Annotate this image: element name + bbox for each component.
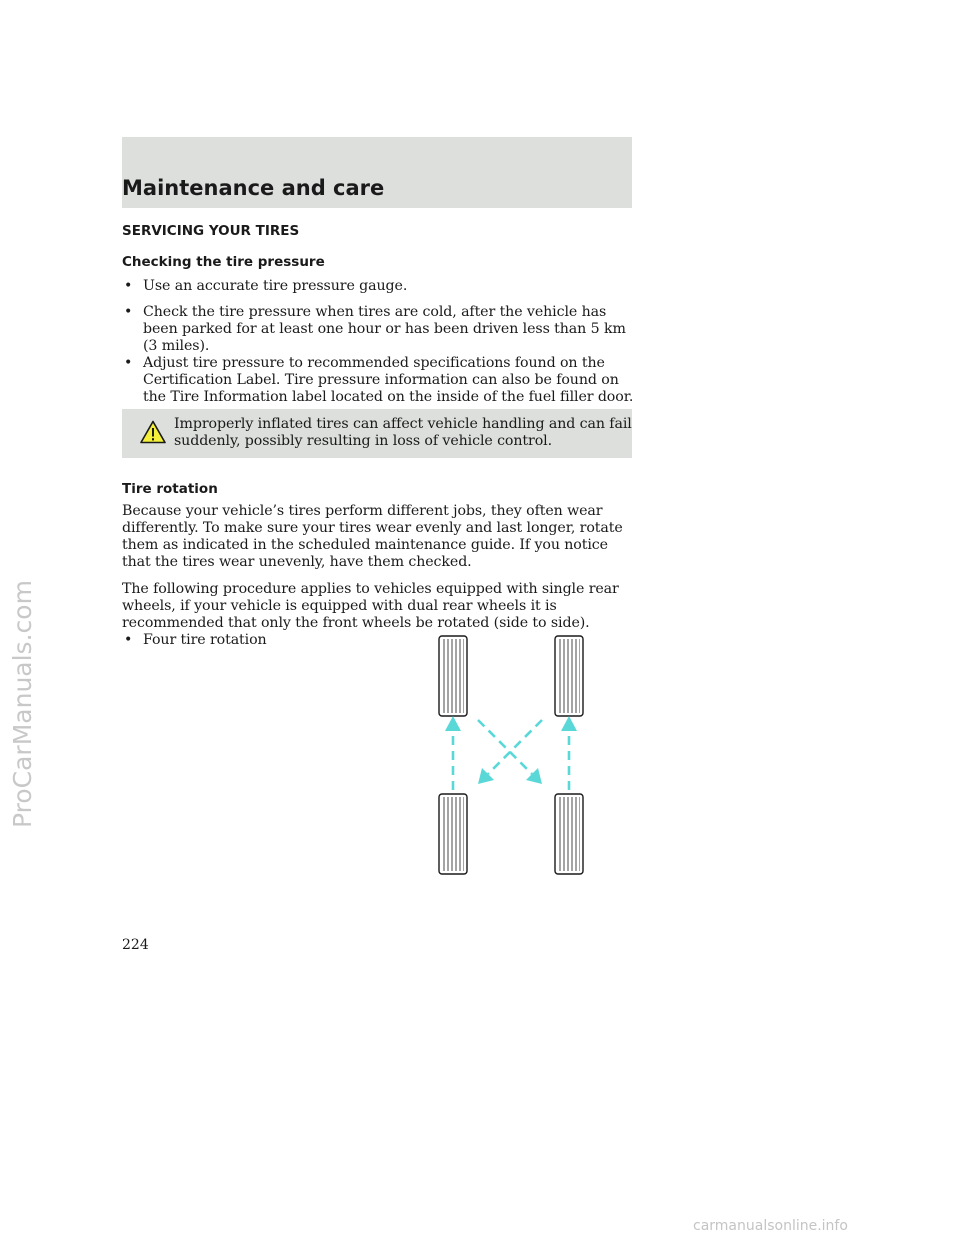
bullet-marker: •: [124, 278, 133, 294]
section-title: SERVICING YOUR TIRES: [122, 223, 300, 239]
page-number: 224: [122, 937, 149, 953]
bullet-text: Adjust tire pressure to recommended specifications found on the Certification Label. Tire pressure information can also be found on the Tire Information label located on the inside of the fuel filler door.: [143, 355, 634, 405]
tire-front-right: [555, 636, 583, 716]
arrow-right-up-head: [561, 716, 577, 731]
tire-front-left: [439, 636, 467, 716]
arrow-cross-to-right-head: [526, 768, 542, 784]
arrow-cross-to-left-head: [478, 768, 494, 784]
watermark-side: ProCarManuals.com: [8, 580, 37, 828]
subsection-title-pressure: Checking the tire pressure: [122, 254, 325, 270]
bullet-text: Four tire rotation: [143, 632, 267, 648]
arrow-cross-to-right: [478, 720, 532, 774]
bullet-marker: •: [124, 632, 133, 648]
watermark-bottom: carmanualsonline.info: [693, 1218, 848, 1234]
warning-triangle-icon: [140, 420, 166, 444]
subsection-title-rotation: Tire rotation: [122, 481, 218, 497]
warning-text: Improperly inflated tires can affect vehicle handling and can fail suddenly, possibly resulting in loss of vehicle control.: [174, 416, 632, 449]
tire-rear-right: [555, 794, 583, 874]
arrow-left-up-head: [445, 716, 461, 731]
rotation-arrows: [445, 716, 577, 790]
bullet-text: Check the tire pressure when tires are cold, after the vehicle has been parked for at least one hour or has been driven less than 5 km (3 miles).: [143, 304, 626, 354]
tire-rotation-diagram: [430, 630, 590, 880]
bullet-text: Use an accurate tire pressure gauge.: [143, 278, 408, 294]
page-header-title: Maintenance and care: [122, 176, 385, 200]
tire-rear-left: [439, 794, 467, 874]
arrow-cross-to-left: [488, 720, 542, 774]
rotation-paragraph-1: Because your vehicle’s tires perform different jobs, they often wear differently. To make sure your tires wear evenly and last longer, rotate them as indicated in the scheduled maintenance guide. If you notice that the tires wear unevenly, have them checked.: [122, 503, 623, 570]
bullet-marker: •: [124, 304, 133, 320]
bullet-marker: •: [124, 355, 133, 371]
rotation-paragraph-2: The following procedure applies to vehicles equipped with single rear wheels, if your vehicle is equipped with dual rear wheels it is recommended that only the front wheels be rotated (side to side).: [122, 581, 619, 631]
